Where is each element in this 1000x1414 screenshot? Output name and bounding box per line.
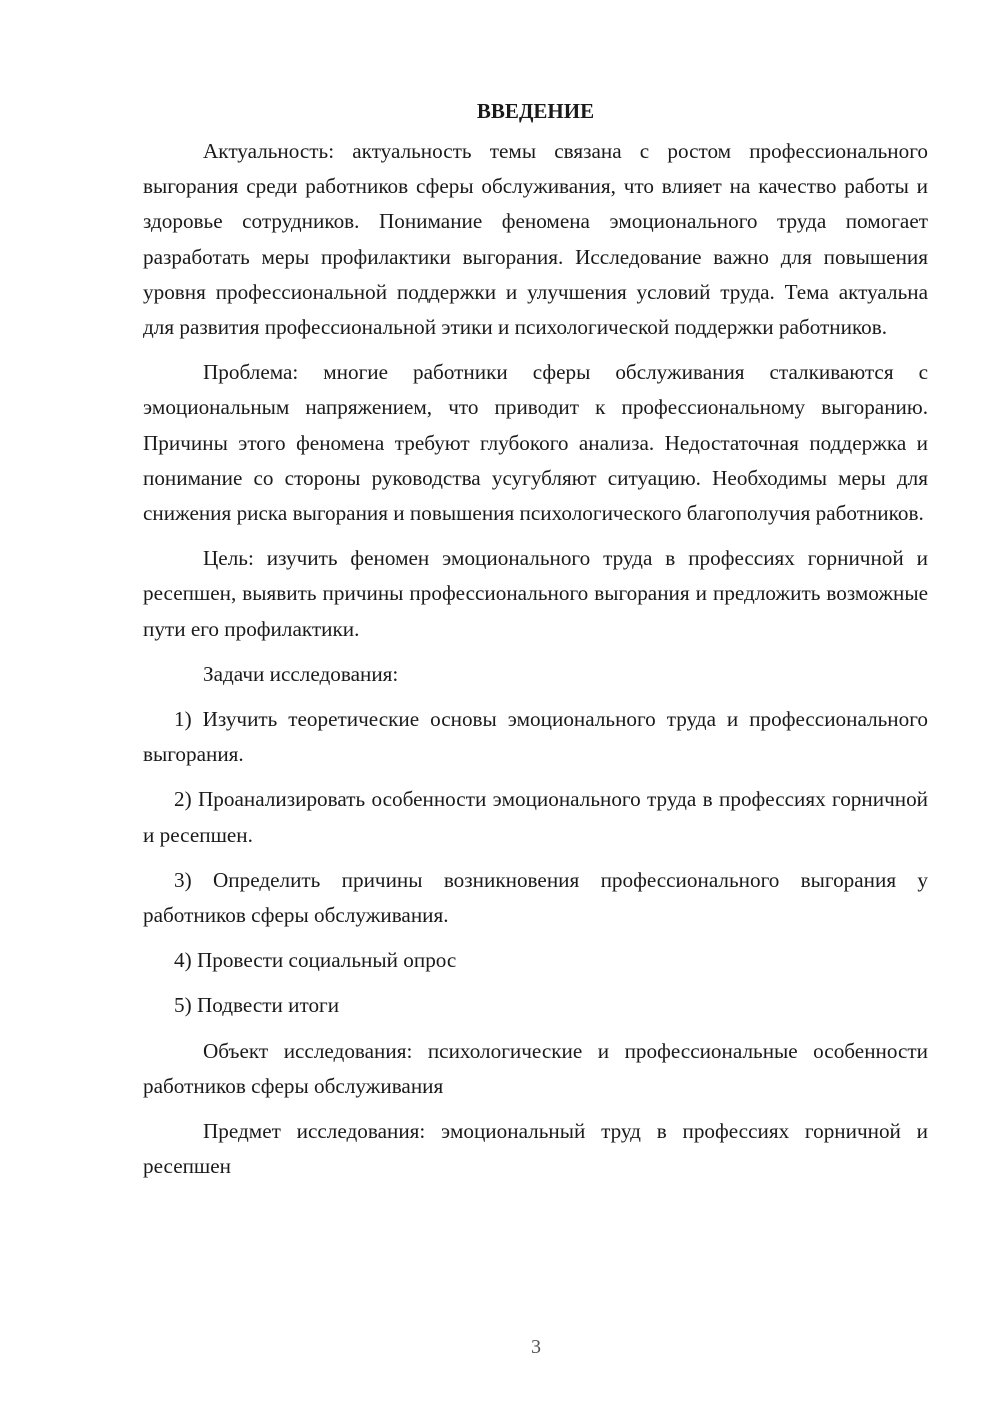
task-item-1: 1) Изучить теоретические основы эмоционального труда и профессионального выгорания.: [143, 707, 928, 767]
task-item-2: 2) Проанализировать особенности эмоционального труда в профессиях горничной и ресепшен.: [143, 787, 928, 847]
goal-paragraph: Цель: изучить феномен эмоционального труда в профессиях горничной и ресепшен, выявить причины профессионального выгорания и предложить возможные пути его профилактики.: [143, 546, 928, 641]
page-content: [143, 94, 928, 1184]
task-item-4: 4) Провести социальный опрос: [174, 948, 457, 973]
relevance-paragraph: Актуальность: актуальность темы связана с ростом профессионального выгорания среди работников сферы обслуживания, что влияет на качество работы и здоровье сотрудников. Понимание феномена эмоционального труда помогает разработать меры профилактики выгорания. Исследование важно для повышения уровня профессиональной поддержки и улучшения условий труда. Тема актуальна для развития профессиональной этики и психологической поддержки работников.: [143, 139, 928, 340]
problem-paragraph: Проблема: многие работники сферы обслуживания сталкиваются с эмоциональным напряжением, что приводит к профессиональному выгоранию. Причины этого феномена требуют глубокого анализа. Недостаточная поддержка и понимание со стороны руководства усугубляют ситуацию. Необходимы меры для снижения риска выгорания и повышения психологического благополучия работников.: [143, 360, 928, 526]
section-title: ВВЕДЕНИЕ: [476, 99, 595, 123]
tasks-heading: Задачи исследования:: [203, 661, 399, 686]
page-number: 3: [531, 1336, 541, 1358]
object-paragraph: Объект исследования: психологические и профессиональные особенности работников сферы обслуживания: [143, 1038, 928, 1098]
task-item-5: 5) Подвести итоги: [174, 993, 340, 1018]
subject-paragraph: Предмет исследования: эмоциональный труд в профессиях горничной и ресепшен: [143, 1119, 928, 1179]
task-item-3: 3) Определить причины возникновения профессионального выгорания у работников сферы обслуживания.: [143, 867, 928, 928]
